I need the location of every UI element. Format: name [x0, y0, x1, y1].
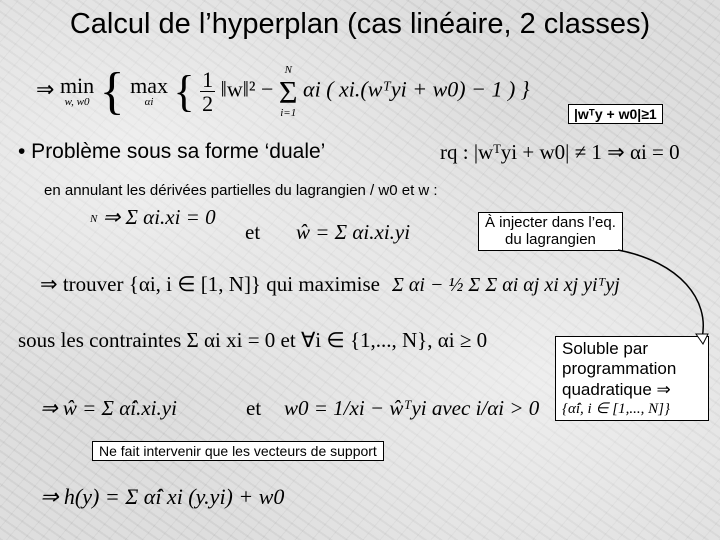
w0-solution: w0 = 1/xi − ŵᵀyi avec i/αi > 0	[284, 396, 540, 420]
bullet-dual-form: • Problème sous sa forme ‘duale’	[18, 140, 326, 163]
trouver-line: ⇒ trouver {αi, i ∈ [1, N]} qui maximise	[40, 272, 380, 296]
et-label: et	[245, 220, 261, 244]
decision-function: ⇒ h(y) = Σ α̂i xi (y.yi) + w0	[40, 484, 285, 509]
w-hat-solution: ⇒ ŵ = Σ α̂i.xi.yi	[40, 396, 177, 420]
sum-symbol: N Σ i=1	[278, 63, 298, 119]
dual-objective: Σ αi − ½ Σ Σ αi αj xi xj yiᵀyj	[392, 274, 620, 296]
primal-formula: ⇒ min w, w0 { max αi { $\frac{1}{2}$ ‖w‖² − N Σ i=1 αi ( xi.(wᵀyi + w0) − 1 ) }	[36, 63, 530, 120]
inject-note-box: À injecter dans l’eq. du lagrangien	[478, 212, 623, 251]
one-half-fraction: $\frac{1}{2}$	[202, 66, 214, 116]
rq-remark: rq : |wᵀyi + w0| ≠ 1 ⇒ αi = 0	[440, 140, 680, 164]
condition-box: |wᵀy + w0|≥1	[568, 104, 663, 124]
partial-derivatives-text: en annulant les dérivées partielles du lagrangien / w0 et w :	[44, 182, 438, 199]
constraints-line: sous les contraintes Σ αi xi = 0 et ∀i ∈ {1,..., N}, αi ≥ 0	[18, 328, 488, 352]
et-label-2: et	[246, 396, 262, 420]
support-vectors-note: Ne fait intervenir que les vecteurs de support	[92, 441, 384, 461]
slide-title: Calcul de l’hyperplan (cas linéaire, 2 classes)	[69, 8, 651, 40]
soluble-box: Soluble par programmation quadratique ⇒ {α̂i, i ∈ [1,..., N]}	[555, 336, 709, 421]
sum-alpha-x-equation: N ⇒ Σ αi.xi = 0	[90, 205, 216, 229]
w-hat-definition: ŵ = Σ αi.xi.yi	[296, 220, 411, 244]
